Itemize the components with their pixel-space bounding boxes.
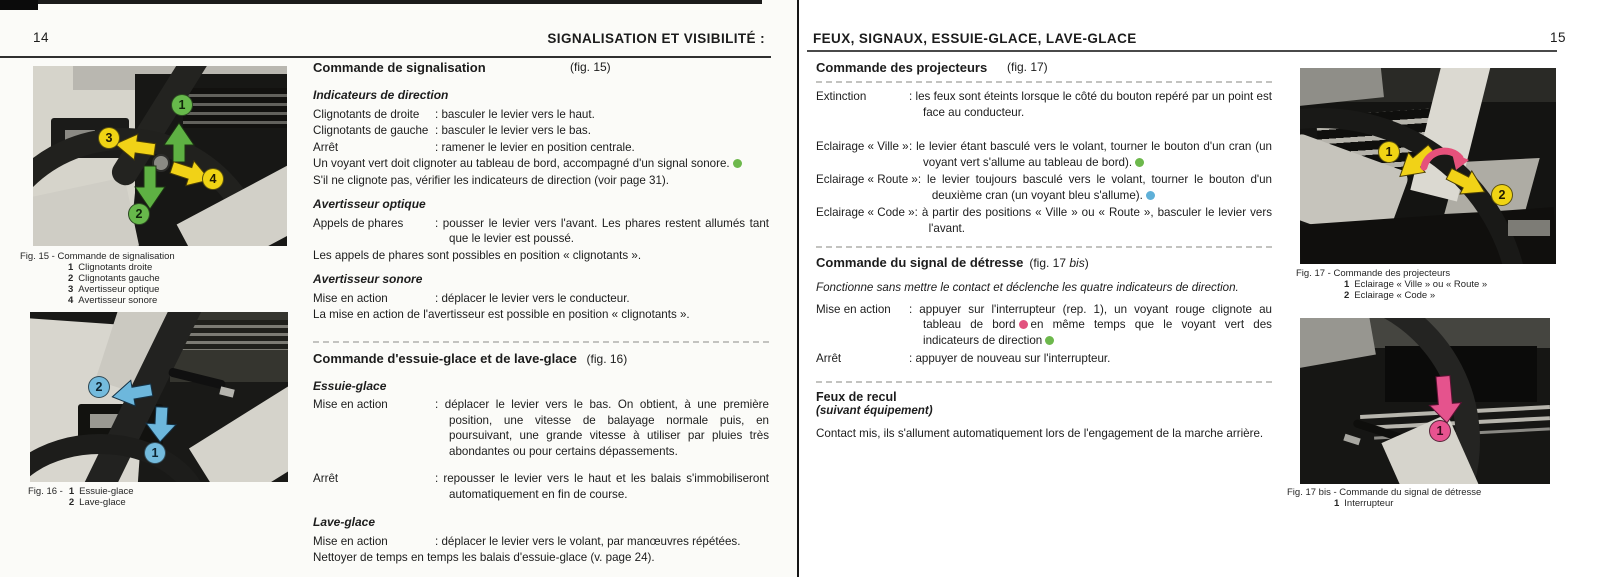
fig-reference: (fig. 16) — [586, 351, 628, 366]
scan-corner-mark — [0, 0, 38, 10]
section-title-signalisation: Commande de signalisation (fig. 15) — [313, 60, 611, 75]
fig15-arrows — [33, 66, 287, 246]
left-page — [0, 0, 797, 577]
section-title-feux-recul: Feux de recul — [816, 389, 897, 404]
definition-row: Mise en action : déplacer le levier vers le bas. On obtient, à une première position, une vitesse de balayage normale puis, en poursuivant, une grande vitesse à utiliser par pluies très abondantes ou pour certains dépassements. — [313, 397, 769, 459]
green-indicator-dot — [1045, 336, 1054, 345]
fig17bis-arrows — [1300, 318, 1550, 484]
caption-item: 2 Eclairage « Code » — [1344, 290, 1436, 301]
caption-item: 3 Avertisseur optique — [68, 284, 160, 295]
right-text-column — [816, 56, 1272, 441]
fig17bis-photo — [1300, 318, 1550, 484]
header-rule-right — [807, 50, 1557, 52]
paragraph: Les appels de phares sont possibles en position « clignotants ». — [313, 248, 642, 262]
definition-row: Eclairage « Ville » : le levier étant basculé vers le volant, tourner le bouton d'un cran (un voyant vert s'allume au tableau de bord). — [816, 139, 1272, 170]
caption-item: 4 Avertisseur sonore — [68, 295, 158, 306]
subheading-essuie-glace: Essuie-glace — [313, 378, 387, 393]
right-page-header: FEUX, SIGNAUX, ESSUIE-GLACE, LAVE-GLACE — [813, 31, 1137, 46]
fig15-caption — [20, 251, 175, 306]
subheading-indicateurs: Indicateurs de direction — [313, 88, 449, 102]
blue-indicator-dot — [1146, 191, 1155, 200]
section-title-essuie-glace: Commande d'essuie-glace et de lave-glace (fig. 16) — [313, 350, 628, 366]
red-indicator-dot — [1019, 320, 1028, 329]
fig17-caption-title: Fig. 17 - Commande des projecteurs — [1296, 268, 1451, 279]
definition-row: Clignotants de droite : basculer le levier vers le haut. — [313, 107, 769, 123]
caption-item: 2 Lave-glace — [68, 497, 126, 508]
section-separator — [816, 246, 1272, 248]
paragraph: La mise en action de l'avertisseur est possible en position « clignotants ». — [313, 308, 690, 321]
fig17-marker-1: 1 — [1378, 141, 1400, 163]
left-text-column — [313, 58, 769, 566]
caption-item: Fig. 16 - 1 Essuie-glace — [28, 486, 134, 497]
section-separator — [313, 341, 769, 343]
fig-reference: (fig. 17) — [1007, 60, 1048, 74]
definition-row: Arrêt : repousser le levier vers le haut et les balais s'immobiliseront automatiquement en fin de course. — [313, 471, 769, 502]
definition-row: Eclairage « Route » : le levier toujours basculé vers le volant, tourner le bouton d'un deuxième cran (un voyant bleu s'allume). — [816, 172, 1272, 203]
definition-row: Extinction : les feux sont éteints lorsque le côté du bouton repéré par un point est face au conducteur. — [816, 89, 1272, 120]
green-indicator-dot — [733, 159, 742, 168]
subheading-avertisseur-sonore: Avertisseur sonore — [313, 272, 423, 286]
subheading-lave-glace: Lave-glace — [313, 515, 376, 529]
section-separator — [816, 81, 1272, 83]
fig15-photo — [33, 66, 287, 246]
paragraph: S'il ne clignote pas, vérifier les indicateurs de direction (voir page 31). — [313, 173, 670, 187]
page-number-left: 14 — [33, 30, 50, 45]
green-indicator-dot — [1135, 158, 1144, 167]
definition-row: Eclairage « Code » : à partir des positions « Ville » ou « Route », basculer le levier vers l'avant. — [816, 205, 1272, 236]
definition-row: Arrêt : ramener le levier en position centrale. — [313, 140, 769, 156]
fig15-marker-1: 1 — [171, 94, 193, 116]
fig16-caption — [28, 486, 134, 508]
definition-row: Appels de phares : pousser le levier vers l'avant. Les phares restent allumés tant que le levier est poussé. — [313, 216, 769, 247]
section-title-projecteurs: Commande des projecteurs (fig. 17) — [816, 60, 1048, 75]
fig17bis-marker-1: 1 — [1429, 420, 1451, 442]
fig15-marker-2: 2 — [128, 203, 150, 225]
definition-row: Mise en action : appuyer sur l'interrupteur (rep. 1), un voyant rouge clignote au tableau de bord en même temps que le voyant vert des indicateurs de direction — [816, 302, 1272, 349]
fig16-marker-1: 1 — [144, 442, 166, 464]
paragraph: Un voyant vert doit clignoter au tableau de bord, accompagné d'un signal sonore. — [313, 156, 769, 172]
feux-recul-subtitle: (suivant équipement) — [816, 403, 933, 417]
fig15-caption-title: Fig. 15 - Commande de signalisation — [20, 251, 175, 262]
fig15-marker-3: 3 — [98, 127, 120, 149]
detresse-intro: Fonctionne sans mettre le contact et déclenche les quatre indicateurs de direction. — [816, 281, 1239, 294]
paragraph: Nettoyer de temps en temps les balais d'essuie-glace (v. page 24). — [313, 551, 655, 564]
caption-item: 1 Eclairage « Ville » ou « Route » — [1344, 279, 1488, 290]
fig17-arrows — [1300, 68, 1556, 264]
fig-reference: (fig. 17 bis) — [1029, 256, 1089, 270]
caption-item: 2 Clignotants gauche — [68, 273, 160, 284]
definition-row: Mise en action : déplacer le levier vers le conducteur. — [313, 291, 769, 307]
definition-row: Clignotants de gauche : basculer le levier vers le bas. — [313, 123, 769, 139]
left-page-header: SIGNALISATION ET VISIBILITÉ : — [547, 31, 765, 46]
fig-reference: (fig. 15) — [570, 60, 611, 74]
fig16-caption-prefix: Fig. 16 - — [28, 486, 63, 497]
subheading-avertisseur-optique: Avertisseur optique — [313, 197, 426, 211]
section-title-detresse: Commande du signal de détresse (fig. 17 bis) — [816, 255, 1089, 270]
caption-item: 1 Clignotants droite — [68, 262, 153, 273]
caption-item: 1 Interrupteur — [1334, 498, 1394, 509]
scan-top-bar — [0, 0, 762, 4]
fig17bis-caption-title: Fig. 17 bis - Commande du signal de détresse — [1287, 487, 1482, 498]
fig17-caption — [1296, 268, 1487, 301]
fig17bis-caption — [1287, 487, 1481, 509]
fig17-photo — [1300, 68, 1556, 264]
right-page — [799, 0, 1600, 577]
paragraph: Contact mis, ils s'allument automatiquement lors de l'engagement de la marche arrière. — [816, 426, 1264, 440]
fig16-photo — [30, 312, 288, 482]
fig17-marker-2: 2 — [1491, 184, 1513, 206]
fig15-marker-4: 4 — [202, 168, 224, 190]
section-separator — [816, 381, 1272, 383]
definition-row: Arrêt : appuyer de nouveau sur l'interrupteur. — [816, 351, 1272, 367]
page-number-right: 15 — [1549, 30, 1566, 45]
fig16-marker-2: 2 — [88, 376, 110, 398]
definition-row: Mise en action : déplacer le levier vers le volant, par manœuvres répétées. — [313, 534, 769, 550]
